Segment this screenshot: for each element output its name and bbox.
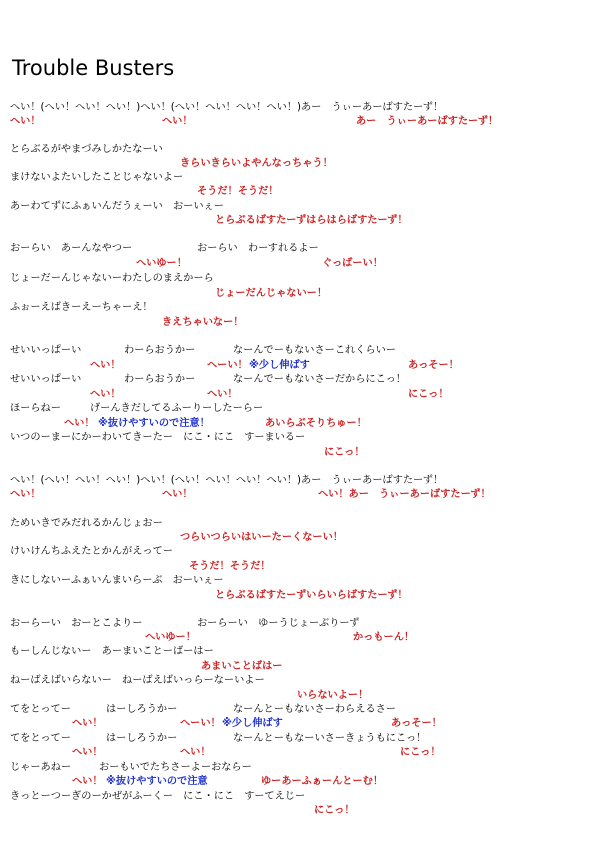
lyric-line: げーんきだしてるふーりーしたーらー	[90, 403, 264, 414]
lyric-line: おーらーい おーとこよりー	[10, 618, 143, 629]
lyric-line: じょーだーんじゃないーわたしのまえかーら	[10, 273, 214, 284]
lyric-line: へい！(へい！へい！へい！)へい！(へい！へい！へい！へい！)あー うぃーあーばすたーず！	[10, 102, 444, 113]
call-line: へい！	[162, 489, 193, 500]
call-line: ぐっばーい！	[322, 258, 383, 269]
lyric-line: てをとってー	[10, 733, 71, 744]
call-line: にこっ！	[324, 447, 365, 458]
song-title: Trouble Busters	[12, 56, 175, 80]
call-line: にこっ！	[314, 805, 355, 816]
call-line: きらいきらいよやんなっちゃう！	[180, 158, 333, 169]
call-line: へい！	[207, 389, 238, 400]
lyric-line: せいいっぱーい	[10, 374, 82, 385]
call-line: へい！	[10, 489, 41, 500]
call-line: あいらぶそりちゅー！	[265, 418, 367, 429]
lyric-line: あーわてずにふぁいんだうぇーい おーいぇー	[10, 201, 224, 212]
call-line: へいゆー！	[136, 258, 187, 269]
call-line: そうだ！そうだ！	[189, 561, 271, 572]
call-line: へいゆー！	[145, 632, 196, 643]
call-line: へい！	[72, 776, 103, 787]
call-line: へい！	[72, 718, 103, 729]
call-line: じょーだんじゃないー！	[215, 288, 328, 299]
call-line: あっそー！	[391, 718, 442, 729]
lyric-line: なーんでーもないさーだからにこっ！	[233, 374, 406, 385]
lyric-line: ためいきでみだれるかんじょおー	[10, 518, 163, 529]
call-line: かっもーん！	[353, 632, 415, 643]
call-line: とらぶるばすたーずいらいらばすたーず！	[215, 590, 408, 601]
lyric-line: わーらおうかー	[124, 345, 196, 356]
lyric-line: けいけんちふえたとかんがえってー	[10, 546, 173, 557]
call-line: あまいことばはー	[201, 661, 283, 672]
lyric-line: きにしないーふぁいんまいらーぶ おーいぇー	[10, 575, 224, 586]
call-line: へい！あー うぃーあーばすたーず！	[318, 489, 491, 500]
lyric-line: おーもいでたちさーよーおならー	[99, 762, 252, 773]
lyric-line: なーんとーもなーいさーきょうもにこっ！	[233, 733, 427, 744]
call-line: へい！	[64, 418, 95, 429]
call-line: へい！	[90, 360, 121, 371]
lyric-line: とらぶるがやまづみしかたなーい	[10, 144, 163, 155]
call-line: へーい！	[207, 360, 248, 371]
call-line: へい！	[90, 389, 121, 400]
lyric-line: おーらい あーんなやつー	[10, 243, 133, 254]
note-text: ※少し伸ばす	[249, 360, 310, 371]
lyric-line: へい！(へい！へい！へい！)へい！(へい！へい！へい！へい！)あー うぃーあーばすたーず！	[10, 475, 444, 486]
lyric-line: じゃーあねー	[10, 762, 72, 773]
note-text: ※抜けやすいので注意	[106, 776, 208, 787]
call-line: へい！	[180, 747, 211, 758]
lyric-line: おーらい わーすれるよー	[197, 243, 319, 254]
call-line: へい！	[72, 747, 103, 758]
lyric-line: もーしんじないー あーまいことーばーはー	[10, 646, 214, 657]
lyric-line: なーんでーもないさーこれくらいー	[233, 345, 396, 356]
lyric-line: はーしろうかー	[106, 733, 178, 744]
call-line: にこっ！	[400, 747, 441, 758]
note-text: ※少し伸ばす	[222, 718, 283, 729]
call-line: きえちゃいなー！	[162, 317, 244, 328]
lyric-line: なーんとーもないさーわらえるさー	[233, 704, 396, 715]
lyric-line: おーらーい ゆーうじょーぶりーず	[197, 618, 360, 629]
lyric-line: ほーらねー	[10, 403, 61, 414]
call-line: あっそー！	[408, 360, 459, 371]
lyric-line: てをとってー	[10, 704, 71, 715]
lyric-line: ねーばえばいらないー ねーばえばいっらーなーいよー	[10, 675, 265, 686]
call-line: ゆーあーふぁーんとーむ！	[261, 776, 384, 787]
lyric-line: ふぉーえばきーえーちゃーえ！	[10, 302, 153, 313]
note-text: ※抜けやすいので注意！	[98, 418, 210, 429]
call-line: にこっ！	[408, 389, 449, 400]
lyric-line: まけないよたいしたことじゃないよー	[10, 172, 184, 183]
lyric-line: いつのーまーにかーわいてきーたー にこ・にこ すーまいるー	[10, 432, 306, 443]
lyric-line: わーらおうかー	[124, 374, 196, 385]
call-line: あー うぃーあーばすたーず！	[356, 116, 499, 127]
call-line: つらいつらいはいーたーくなーい！	[180, 532, 343, 543]
call-line: へい！	[10, 116, 41, 127]
lyric-line: きっとーつーぎのーかぜがふーくー にこ・にこ すーてえじー	[10, 791, 306, 802]
lyric-line: はーしろうかー	[106, 704, 178, 715]
call-line: へーい！	[180, 718, 221, 729]
call-line: そうだ！そうだ！	[197, 186, 279, 197]
call-line: いらないよー！	[297, 690, 369, 701]
lyric-line: せいいっぱーい	[10, 345, 82, 356]
call-line: とらぶるばすたーずはらはらばすたーず！	[215, 215, 408, 226]
call-line: へい！	[162, 116, 193, 127]
